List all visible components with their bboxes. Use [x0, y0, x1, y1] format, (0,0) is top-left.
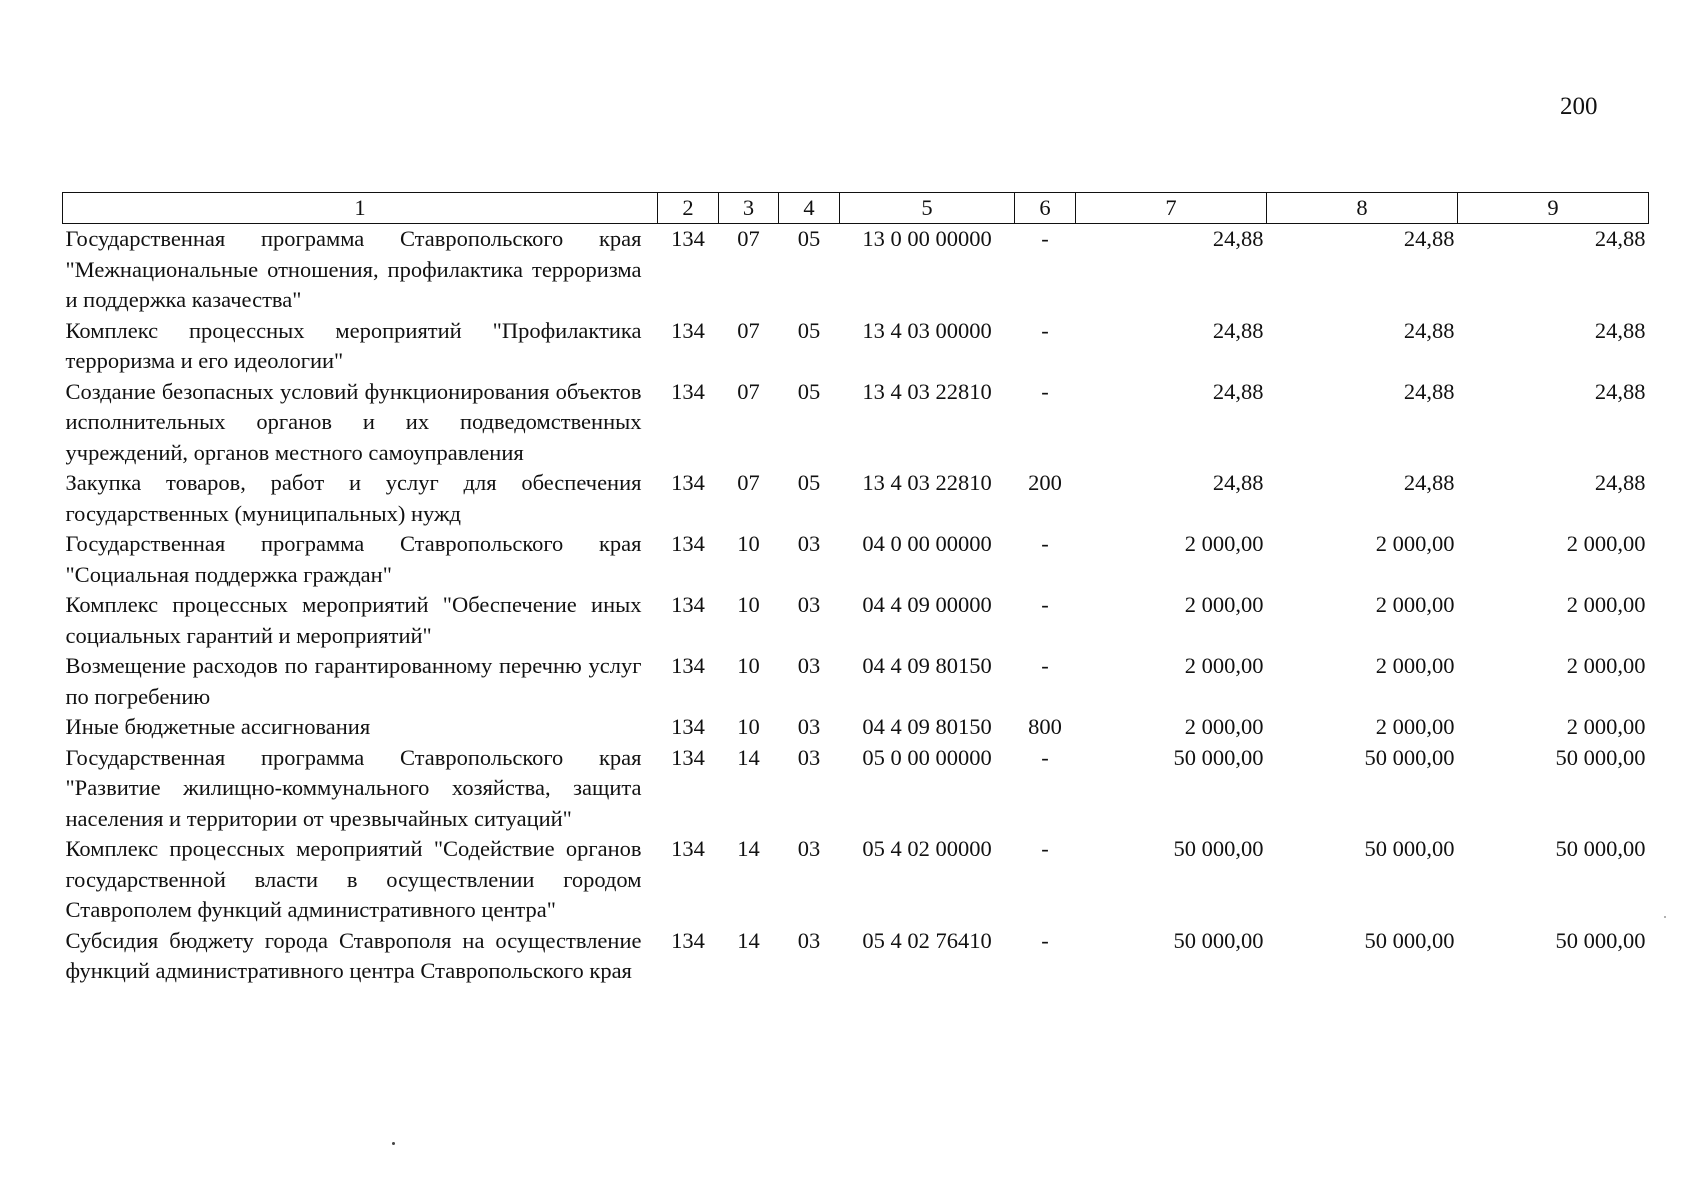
row-amount-cell: 50 000,00: [1364, 744, 1455, 770]
row-amount-cell: 24,88: [1403, 226, 1455, 251]
row-expense-type-cell: 800: [1028, 714, 1062, 739]
row-subsection-cell: 03: [797, 836, 821, 861]
row-name-cell: Закупка товаров, работ и услуг для обеспечения государственных (муниципальных) нужд: [65, 470, 642, 526]
row-amount-cell: 24,88: [1403, 317, 1455, 343]
row-expense-type-cell: -: [1041, 927, 1049, 953]
row-code-cell: 134: [671, 653, 705, 678]
row-amount-cell: 24,88: [1212, 226, 1264, 251]
row-amount-cell: 2 000,00: [1566, 714, 1646, 739]
row-section-cell: 07: [737, 226, 760, 251]
row-section-cell: 10: [737, 714, 760, 739]
row-name-cell: Создание безопасных условий функционирования объектов исполнительных органов и их подведомственных учреждений, органов местного самоуправления: [65, 378, 642, 465]
row-target-article-cell: 13 4 03 00000: [862, 317, 992, 343]
row-amount-cell: 24,88: [1403, 470, 1455, 495]
budget-table: [62, 192, 1649, 987]
column-header-7: 7: [1076, 193, 1267, 224]
row-amount-cell: 50 000,00: [1555, 927, 1646, 953]
row-amount-cell: 24,88: [1403, 378, 1455, 404]
row-amount-cell: 24,88: [1594, 317, 1646, 343]
table-row: [63, 224, 1649, 316]
table-header: [63, 193, 1649, 224]
row-target-article-cell: 04 0 00 00000: [862, 531, 992, 556]
row-target-article-cell: 04 4 09 80150: [862, 714, 992, 739]
row-amount-cell: 50 000,00: [1364, 927, 1455, 953]
row-amount-cell: 2 000,00: [1184, 653, 1264, 678]
row-amount-cell: 2 000,00: [1375, 714, 1455, 739]
row-amount-cell: 2 000,00: [1375, 653, 1455, 678]
row-amount-cell: 24,88: [1212, 317, 1264, 343]
row-code-cell: 134: [671, 470, 705, 495]
table-row: [63, 712, 1649, 743]
column-header-9: 9: [1458, 193, 1649, 224]
column-header-1: 1: [63, 193, 658, 224]
row-code-cell: 134: [671, 927, 705, 953]
row-amount-cell: 2 000,00: [1375, 592, 1455, 617]
row-subsection-cell: 05: [797, 470, 821, 495]
row-amount-cell: 50 000,00: [1555, 744, 1646, 770]
table-row: [63, 377, 1649, 469]
row-target-article-cell: 05 4 02 00000: [862, 836, 992, 861]
row-code-cell: 134: [671, 378, 705, 404]
row-expense-type-cell: -: [1041, 226, 1049, 251]
row-amount-cell: 2 000,00: [1184, 531, 1264, 556]
table-row: [63, 926, 1649, 987]
row-target-article-cell: 13 0 00 00000: [862, 226, 992, 251]
row-section-cell: 14: [737, 836, 760, 861]
row-name-cell: Субсидия бюджету города Ставрополя на осуществление функций административного центра Ставропольского края: [65, 927, 642, 983]
column-header-6: 6: [1015, 193, 1076, 224]
row-code-cell: 134: [671, 714, 705, 739]
row-name-cell: Государственная программа Ставропольского края "Развитие жилищно-коммунального хозяйства, защита населения и территории от чрезвычайных ситуаций": [65, 744, 642, 831]
row-subsection-cell: 03: [797, 744, 821, 770]
table-row: [63, 743, 1649, 835]
row-code-cell: 134: [671, 744, 705, 770]
row-amount-cell: 24,88: [1594, 226, 1646, 251]
row-subsection-cell: 03: [797, 531, 821, 556]
column-header-5: 5: [840, 193, 1015, 224]
row-name-cell: Государственная программа Ставропольского края "Социальная поддержка граждан": [65, 531, 642, 587]
row-amount-cell: 2 000,00: [1184, 714, 1264, 739]
column-header-2: 2: [658, 193, 719, 224]
row-section-cell: 07: [737, 317, 760, 343]
row-subsection-cell: 05: [797, 226, 821, 251]
row-subsection-cell: 03: [797, 653, 821, 678]
row-subsection-cell: 03: [797, 714, 821, 739]
row-code-cell: 134: [671, 317, 705, 343]
row-amount-cell: 50 000,00: [1364, 836, 1455, 861]
row-amount-cell: 50 000,00: [1173, 927, 1264, 953]
row-name-cell: Комплекс процессных мероприятий "Профилактика терроризма и его идеологии": [65, 317, 642, 373]
row-target-article-cell: 04 4 09 80150: [862, 653, 992, 678]
row-expense-type-cell: 200: [1028, 470, 1062, 495]
row-target-article-cell: 13 4 03 22810: [862, 470, 992, 495]
row-section-cell: 14: [737, 744, 760, 770]
scan-speck: [392, 1142, 395, 1145]
row-name-cell: Комплекс процессных мероприятий "Обеспечение иных социальных гарантий и мероприятий": [65, 592, 642, 648]
page-number: 200: [1560, 93, 1598, 120]
row-section-cell: 10: [737, 592, 760, 617]
row-amount-cell: 2 000,00: [1184, 592, 1264, 617]
table-row: [63, 529, 1649, 590]
row-section-cell: 07: [737, 378, 760, 404]
row-amount-cell: 2 000,00: [1566, 592, 1646, 617]
row-amount-cell: 2 000,00: [1566, 531, 1646, 556]
row-target-article-cell: 05 4 02 76410: [862, 927, 992, 953]
row-amount-cell: 2 000,00: [1375, 531, 1455, 556]
table-row: [63, 834, 1649, 926]
column-header-8: 8: [1267, 193, 1458, 224]
row-amount-cell: 50 000,00: [1555, 836, 1646, 861]
row-expense-type-cell: -: [1041, 317, 1049, 343]
row-amount-cell: 50 000,00: [1173, 744, 1264, 770]
row-expense-type-cell: -: [1041, 378, 1049, 404]
row-amount-cell: 24,88: [1212, 470, 1264, 495]
column-header-3: 3: [719, 193, 779, 224]
row-section-cell: 10: [737, 531, 760, 556]
row-section-cell: 07: [737, 470, 760, 495]
row-expense-type-cell: -: [1041, 836, 1049, 861]
row-code-cell: 134: [671, 531, 705, 556]
row-expense-type-cell: -: [1041, 592, 1049, 617]
row-code-cell: 134: [671, 592, 705, 617]
row-code-cell: 134: [671, 836, 705, 861]
row-subsection-cell: 05: [797, 317, 821, 343]
row-amount-cell: 2 000,00: [1566, 653, 1646, 678]
header-row: [63, 193, 1649, 224]
row-subsection-cell: 03: [797, 592, 821, 617]
row-section-cell: 14: [737, 927, 760, 953]
row-name-cell: Иные бюджетные ассигнования: [65, 714, 371, 739]
row-expense-type-cell: -: [1041, 653, 1049, 678]
table-row: [63, 316, 1649, 377]
row-name-cell: Возмещение расходов по гарантированному перечню услуг по погребению: [65, 653, 642, 709]
row-amount-cell: 24,88: [1212, 378, 1264, 404]
row-code-cell: 134: [671, 226, 705, 251]
table-body: [63, 224, 1649, 987]
column-header-4: 4: [779, 193, 840, 224]
row-name-cell: Государственная программа Ставропольского края "Межнациональные отношения, профилактика терроризма и поддержка казачества": [65, 226, 642, 312]
table-row: [63, 468, 1649, 529]
row-amount-cell: 24,88: [1594, 470, 1646, 495]
row-subsection-cell: 03: [797, 927, 821, 953]
row-expense-type-cell: -: [1041, 744, 1049, 770]
row-section-cell: 10: [737, 653, 760, 678]
scan-speck: [1664, 916, 1666, 918]
row-amount-cell: 24,88: [1594, 378, 1646, 404]
row-expense-type-cell: -: [1041, 531, 1049, 556]
row-name-cell: Комплекс процессных мероприятий "Содействие органов государственной власти в осуществлении городом Ставрополем функций административного центра": [65, 836, 642, 922]
row-target-article-cell: 05 0 00 00000: [862, 744, 992, 770]
row-subsection-cell: 05: [797, 378, 821, 404]
row-amount-cell: 50 000,00: [1173, 836, 1264, 861]
table-row: [63, 590, 1649, 651]
table-row: [63, 651, 1649, 712]
row-target-article-cell: 13 4 03 22810: [862, 378, 992, 404]
row-target-article-cell: 04 4 09 00000: [862, 592, 992, 617]
